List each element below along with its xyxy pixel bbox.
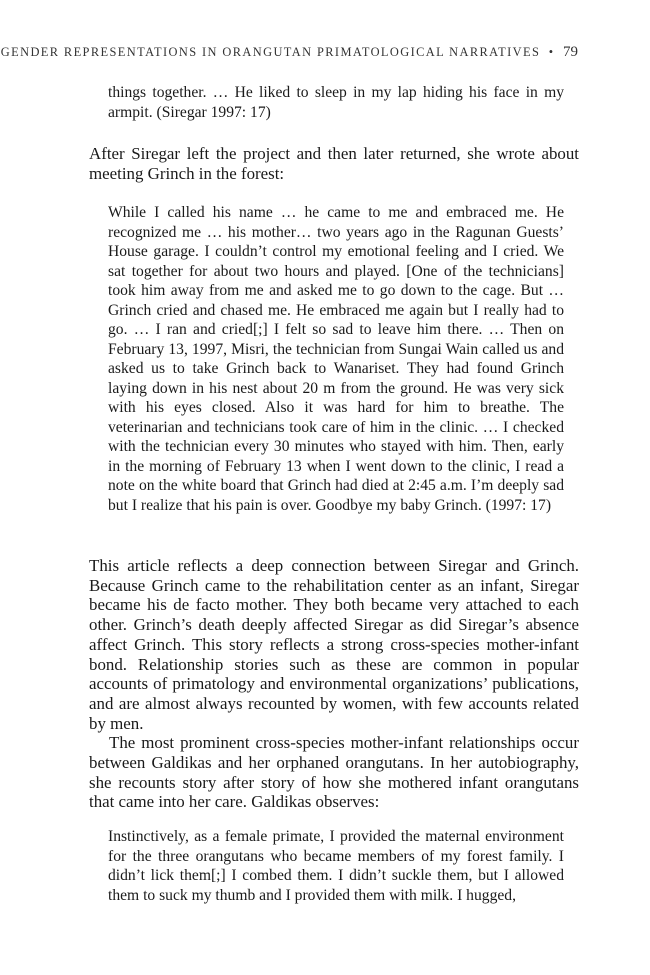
body-paragraph-1 [89, 144, 579, 183]
block-quote-2: While I called his name … he came to me and embraced me. He recognized me … his mother… two years ago in the Ragunan Guests’ House garage. I couldn’t control my emotional feeling and I cried. We sat together for about two hours and played. [One of the technicians] took him away from me and asked me to go down to the cage. But … Grinch cried and chased me. He embraced me again but I really had to go. … I ran and cried[;] I felt so sad to leave him there. … Then on February 13, 1997, Misri, the technician from Sungai Wain called us and asked us to take Grinch back to Wanariset. They had found Grinch laying down in his nest about 20 m from the ground. He was very sick with his eyes closed. Also it was hard for him to breathe. The veterinarian and technicians took care of him in the clinic. … I checked with the technician every 30 minutes who stayed with him. Then, early in the morning of February 13 when I went down to the clinic, I read a note on the white board that Grinch had died at 2:45 a.m. I’m deeply sad but I realize that his pain is over. Goodbye my baby Grinch. (1997: 17) [108, 204, 564, 514]
body-paragraph-3: The most prominent cross-species mother-infant relationships occur between Galdikas and her orphaned orangutans. In her autobiography, she recounts story after story of how she mothered infant orangutans that came into her care. Galdikas observes: [89, 733, 579, 812]
block-quote-1: things together. … He liked to sleep in my lap hiding his face in my armpit. (Siregar 1997: 17) [108, 84, 564, 121]
body-paragraphs-main [89, 556, 579, 812]
paragraph-text: After Siregar left the project and then later returned, she wrote about meeting Grinch in the forest: [89, 144, 579, 183]
running-header [0, 44, 578, 61]
body-paragraph-2: This article reflects a deep connection between Siregar and Grinch. Because Grinch came to the rehabilitation center as an infant, Siregar became his de facto mother. They both became very attached to each other. Grinch’s death deeply affected Siregar as did Siregar’s absence affect Grinch. This story reflects a strong cross-species mother-infant bond. Relationship stories such as these are common in popular accounts of primatology and environmental organizations’ publications, and are almost always recounted by women, with few accounts related by men. [89, 556, 579, 733]
block-quote-3: Instinctively, as a female primate, I provided the maternal environment for the three orangutans who became members of my forest family. I didn’t lick them[;] I combed them. I didn’t suckle them, but I allowed them to suck my thumb and I provided them with milk. I hugged, [108, 828, 564, 904]
running-title: GENDER REPRESENTATIONS IN ORANGUTAN PRIMATOLOGICAL NARRATIVES [0, 45, 541, 59]
page-number: 79 [563, 44, 578, 60]
header-bullet: • [548, 45, 555, 59]
